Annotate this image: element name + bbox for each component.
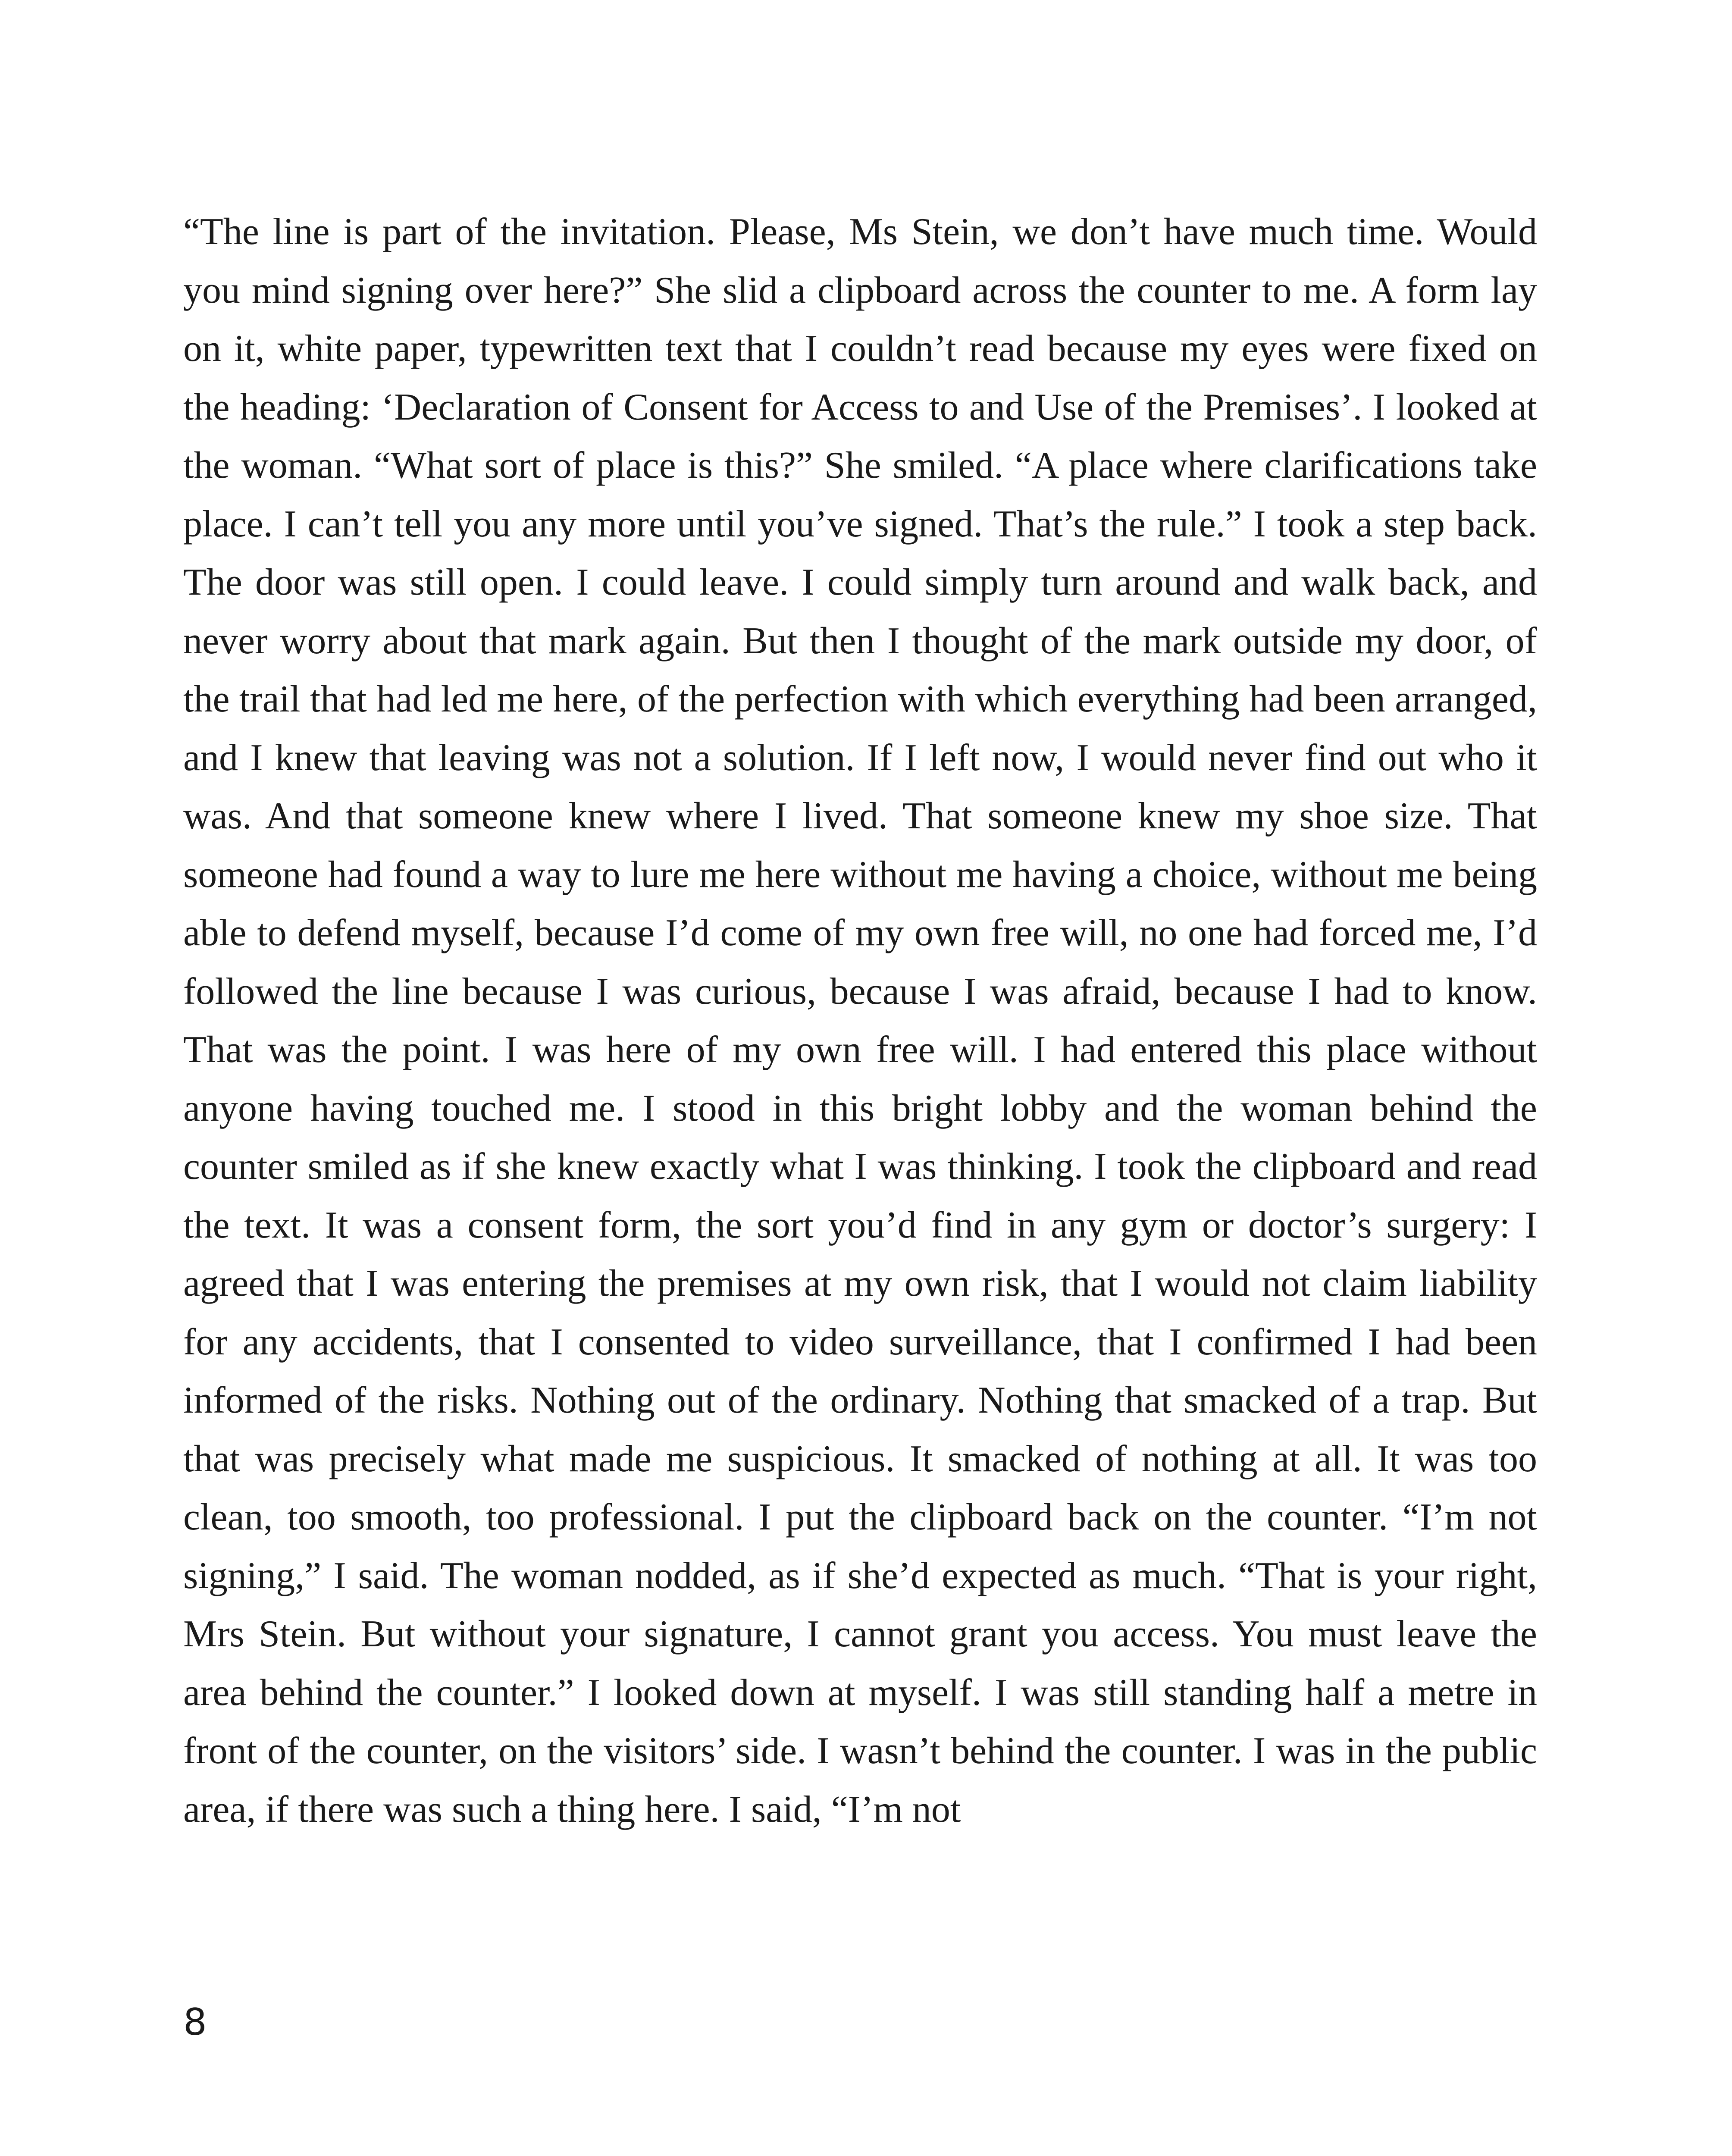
body-paragraph: “The line is part of the invitation. Please, Ms Stein, we don’t have much time. Would you mind signing over here?” She slid a clipboard across the counter to me. A form lay on it, white paper, typewritten text that I couldn’t read because my eyes were fixed on the heading: ‘Declaration of Consent for Access to and Use of the Premises’. I looked at the woman. “What sort of place is this?” She smiled. “A place where clarifications take place. I can’t tell you any more until you’ve signed. That’s the rule.” I took a step back. The door was still open. I could leave. I could simply turn around and walk back, and never worry about that mark again. But then I thought of the mark outside my door, of the trail that had led me here, of the perfection with which everything had been arranged, and I knew that leaving was not a solution. If I left now, I would never find out who it was. And that someone knew where I lived. That someone knew my shoe size. That someone had found a way to lure me here without me having a choice, without me being able to defend myself, because I’d come of my own free will, no one had forced me, I’d followed the line because I was curious, because I was afraid, because I had to know. That was the point. I was here of my own free will. I had entered this place without anyone having touched me. I stood in this bright lobby and the woman behind the counter smiled as if she knew exactly what I was thinking. I took the clipboard and read the text. It was a consent form, the sort you’d find in any gym or doctor’s surgery: I agreed that I was entering the premises at my own risk, that I would not claim liability for any accidents, that I consented to video surveillance, that I confirmed I had been informed of the risks. Nothing out of the ordinary. Nothing that smacked of a trap. But that was precisely what made me suspicious. It smacked of nothing at all. It was too clean, too smooth, too professional. I put the clipboard back on the counter. “I’m not signing,” I said. The woman nodded, as if she’d expected as much. “That is your right, Mrs Stein. But without your signature, I cannot grant you access. You must leave the area behind the counter.” I looked down at myself. I was still standing half a metre in front of the counter, on the visitors’ side. I wasn’t behind the counter. I was in the public area, if there was such a thing here. I said, “I’m not [183,211,1537,1830]
page-number: 8 [183,2001,207,2044]
